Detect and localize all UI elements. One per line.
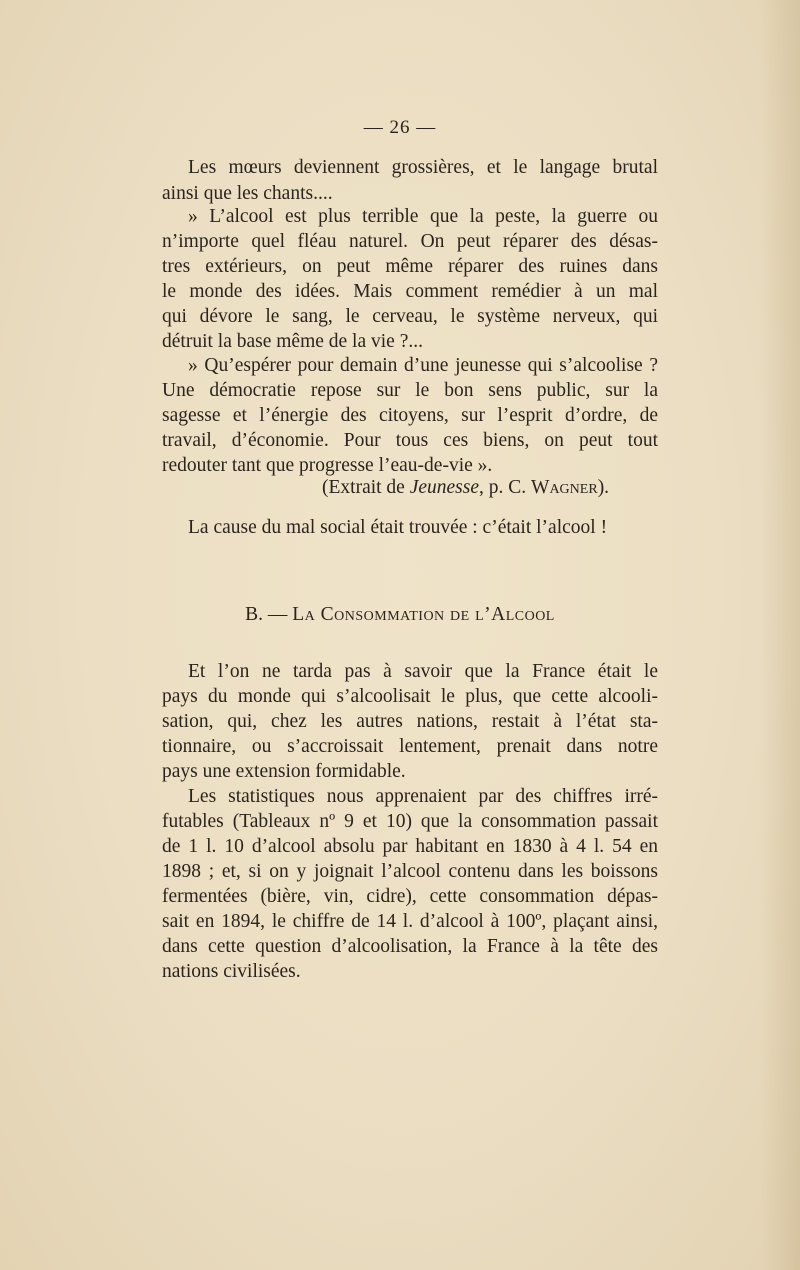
source-author: Wagner — [531, 477, 598, 498]
text-line: sait en 1894, le chiffre de 14 l. d’alcool à 100º, plaçant ainsi, — [162, 911, 658, 932]
text-line: tionnaire, ou s’accroissait lentement, prenait dans notre — [162, 736, 658, 757]
text-line: dans cette question d’alcoolisation, la France à la tête des — [162, 936, 658, 957]
source-prefix: (Extrait de — [322, 477, 410, 498]
source-middle: , p. C. — [479, 477, 532, 498]
text-line: nations civilisées. — [162, 961, 301, 982]
text-line: Les statistiques nous apprenaient par des chiffres irré- — [188, 786, 658, 807]
text-line: de 1 l. 10 d’alcool absolu par habitant en 1830 à 4 l. 54 en — [162, 836, 658, 857]
text-line: Une démocratie repose sur le bon sens public, sur la — [162, 380, 658, 401]
source-citation — [322, 475, 609, 501]
page-number: — 26 — — [363, 117, 437, 138]
text-line: le monde des idées. Mais comment remédier à un mal — [162, 281, 658, 302]
text-line: n’importe quel fléau naturel. On peut réparer des désas- — [162, 231, 658, 252]
text-line: redouter tant que progresse l’eau-de-vie ». — [162, 455, 493, 476]
text-line: fermentées (bière, vin, cidre), cette consommation dépas- — [162, 886, 658, 907]
text-line: Et l’on ne tarda pas à savoir que la France était le — [188, 661, 658, 682]
text-line: » L’alcool est plus terrible que la peste, la guerre ou — [188, 206, 658, 227]
conclusion-line: La cause du mal social était trouvée : c’était l’alcool ! — [188, 517, 608, 538]
section-heading-title: La Consommation de l’Alcool — [292, 604, 555, 625]
section-heading-prefix: B. — — [245, 604, 293, 625]
text-line: travail, d’économie. Pour tous ces biens, on peut tout — [162, 430, 658, 451]
text-line: ainsi que les chants.... — [162, 183, 333, 204]
source-title: Jeunesse — [409, 477, 480, 498]
text-line: pays du monde qui s’alcoolisait le plus, que cette alcooli- — [162, 686, 658, 707]
text-line: qui dévore le sang, le cerveau, le système nerveux, qui — [162, 306, 658, 327]
text-line: futables (Tableaux nº 9 et 10) que la consommation passait — [162, 811, 658, 832]
text-line: » Qu’espérer pour demain d’une jeunesse qui s’alcoolise ? — [188, 355, 658, 376]
section-heading — [0, 602, 800, 628]
text-line: 1898 ; et, si on y joignait l’alcool contenu dans les boissons — [162, 861, 658, 882]
text-line: détruit la base même de la vie ?... — [162, 331, 423, 352]
text-line: sagesse et l’énergie des citoyens, sur l’esprit d’ordre, de — [162, 405, 658, 426]
text-line: Les mœurs deviennent grossières, et le langage brutal — [188, 157, 658, 178]
page-edge-shadow — [760, 0, 800, 1270]
text-line: tres extérieurs, on peut même réparer des ruines dans — [162, 256, 658, 277]
text-line: sation, qui, chez les autres nations, restait à l’état sta- — [162, 711, 658, 732]
source-suffix: ). — [597, 477, 610, 498]
text-line: pays une extension formidable. — [162, 761, 406, 782]
